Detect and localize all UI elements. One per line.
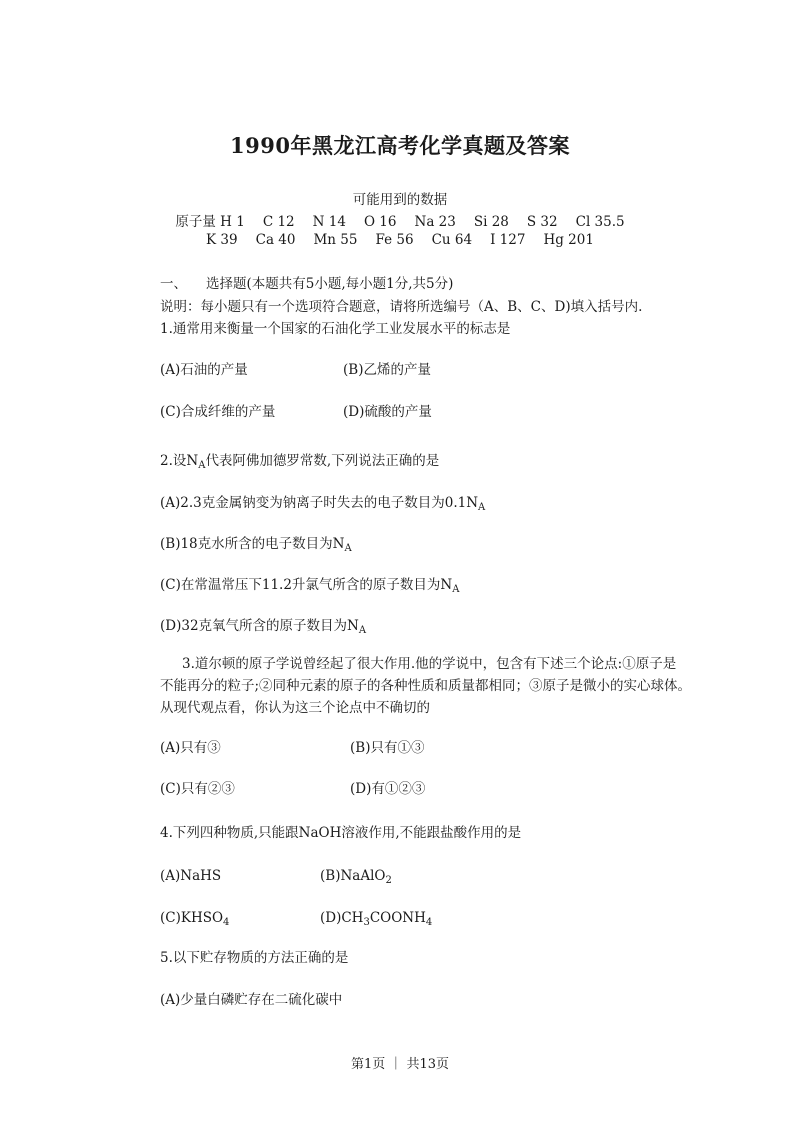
question-5-stem: 5.以下贮存物质的方法正确的是 [160, 950, 349, 966]
section-number: 一、 [160, 276, 187, 292]
atomic-weight: K 39 [206, 232, 238, 248]
question-2-option-b: (B)18克水所含的电子数目为$N_A$ [160, 536, 352, 554]
atomic-weights-row-1 [0, 210, 800, 230]
section-heading: 选择题(本题共有5小题,每小题1分,共5分) [206, 276, 454, 292]
question-1-option-b: (B)乙烯的产量 [343, 362, 431, 378]
question-4-option-c: $(C)KHSO_4$ [160, 910, 230, 928]
data-heading: 可能用到的数据 [352, 192, 448, 208]
question-4-option-b: (B)NaAlO$_2$ [320, 868, 392, 886]
section-note: 说明：每小题只有一个选项符合题意，请将所选编号（A、B、C、D)填入括号内. [160, 299, 643, 315]
atomic-weight: Mn 55 [313, 232, 358, 248]
page-title: 1990年黑龙江高考化学真题及答案 [230, 133, 570, 158]
question-1-option-c: (C)合成纤维的产量 [160, 404, 276, 420]
atomic-weight: Hg 201 [543, 232, 594, 248]
question-3-option-c: (C)只有②③ [160, 781, 235, 797]
question-1-option-a: (A)石油的产量 [160, 362, 248, 378]
question-3-option-d: (D)有①②③ [350, 781, 426, 797]
atomic-weights-row-2 [0, 232, 800, 248]
question-4-option-d: $(D)CH_3COONH_4$ [320, 910, 433, 928]
question-4-option-a: (A)NaHS [160, 868, 222, 884]
question-3-option-b: (B)只有①③ [350, 740, 425, 756]
atomic-weight: S 32 [526, 214, 558, 230]
atomic-weight: O 16 [363, 214, 397, 230]
atomic-weight: N 14 [312, 214, 346, 230]
question-3-line-3: 从现代观点看，你认为这三个论点中不确切的 [160, 700, 430, 716]
question-2-option-a: (A)2.3克金属钠变为钠离子时失去的电子数目为$0.1N_A$ [160, 495, 486, 513]
atomic-weight: Ca 40 [255, 232, 296, 248]
atomic-weight: Na 23 [414, 214, 456, 230]
question-2-stem: 2.设$N_A$代表阿佛加德罗常数,下列说法正确的是 [160, 453, 440, 471]
atomic-weight: Cl 35.5 [575, 214, 625, 230]
atomic-weight: C 12 [262, 214, 295, 230]
question-3-option-a: (A)只有③ [160, 740, 221, 756]
atomic-weight: I 127 [490, 232, 526, 248]
question-4-stem: 4.下列四种物质,只能跟NaOH溶液作用,不能跟盐酸作用的是 [160, 825, 522, 841]
question-2-option-d: (D)32克氧气所含的原子数目为$N_A$ [160, 618, 367, 636]
question-3-line-2: 不能再分的粒子;②同种元素的原子的各种性质和质量都相同；③原子是微小的实心球体。 [160, 678, 692, 694]
page-footer: 第1页 ｜ 共13页 [350, 1057, 450, 1072]
atomic-weight: Si 28 [473, 214, 509, 230]
question-2-option-c: (C)在常温常压下11.2升氯气所含的原子数目为$N_A$ [160, 577, 460, 595]
question-3-line-1: 3.道尔顿的原子学说曾经起了很大作用.他的学说中，包含有下述三个论点:①原子是 [182, 656, 677, 672]
question-1-stem: 1.通常用来衡量一个国家的石油化学工业发展水平的标志是 [160, 321, 511, 337]
atomic-weight: Fe 56 [375, 232, 414, 248]
question-1-option-d: (D)硫酸的产量 [343, 404, 432, 420]
atomic-weight: Cu 64 [431, 232, 473, 248]
question-5-option-a: (A)少量白磷贮存在二硫化碳中 [160, 992, 343, 1008]
atomic-weight: 原子量 H 1 [175, 214, 245, 230]
